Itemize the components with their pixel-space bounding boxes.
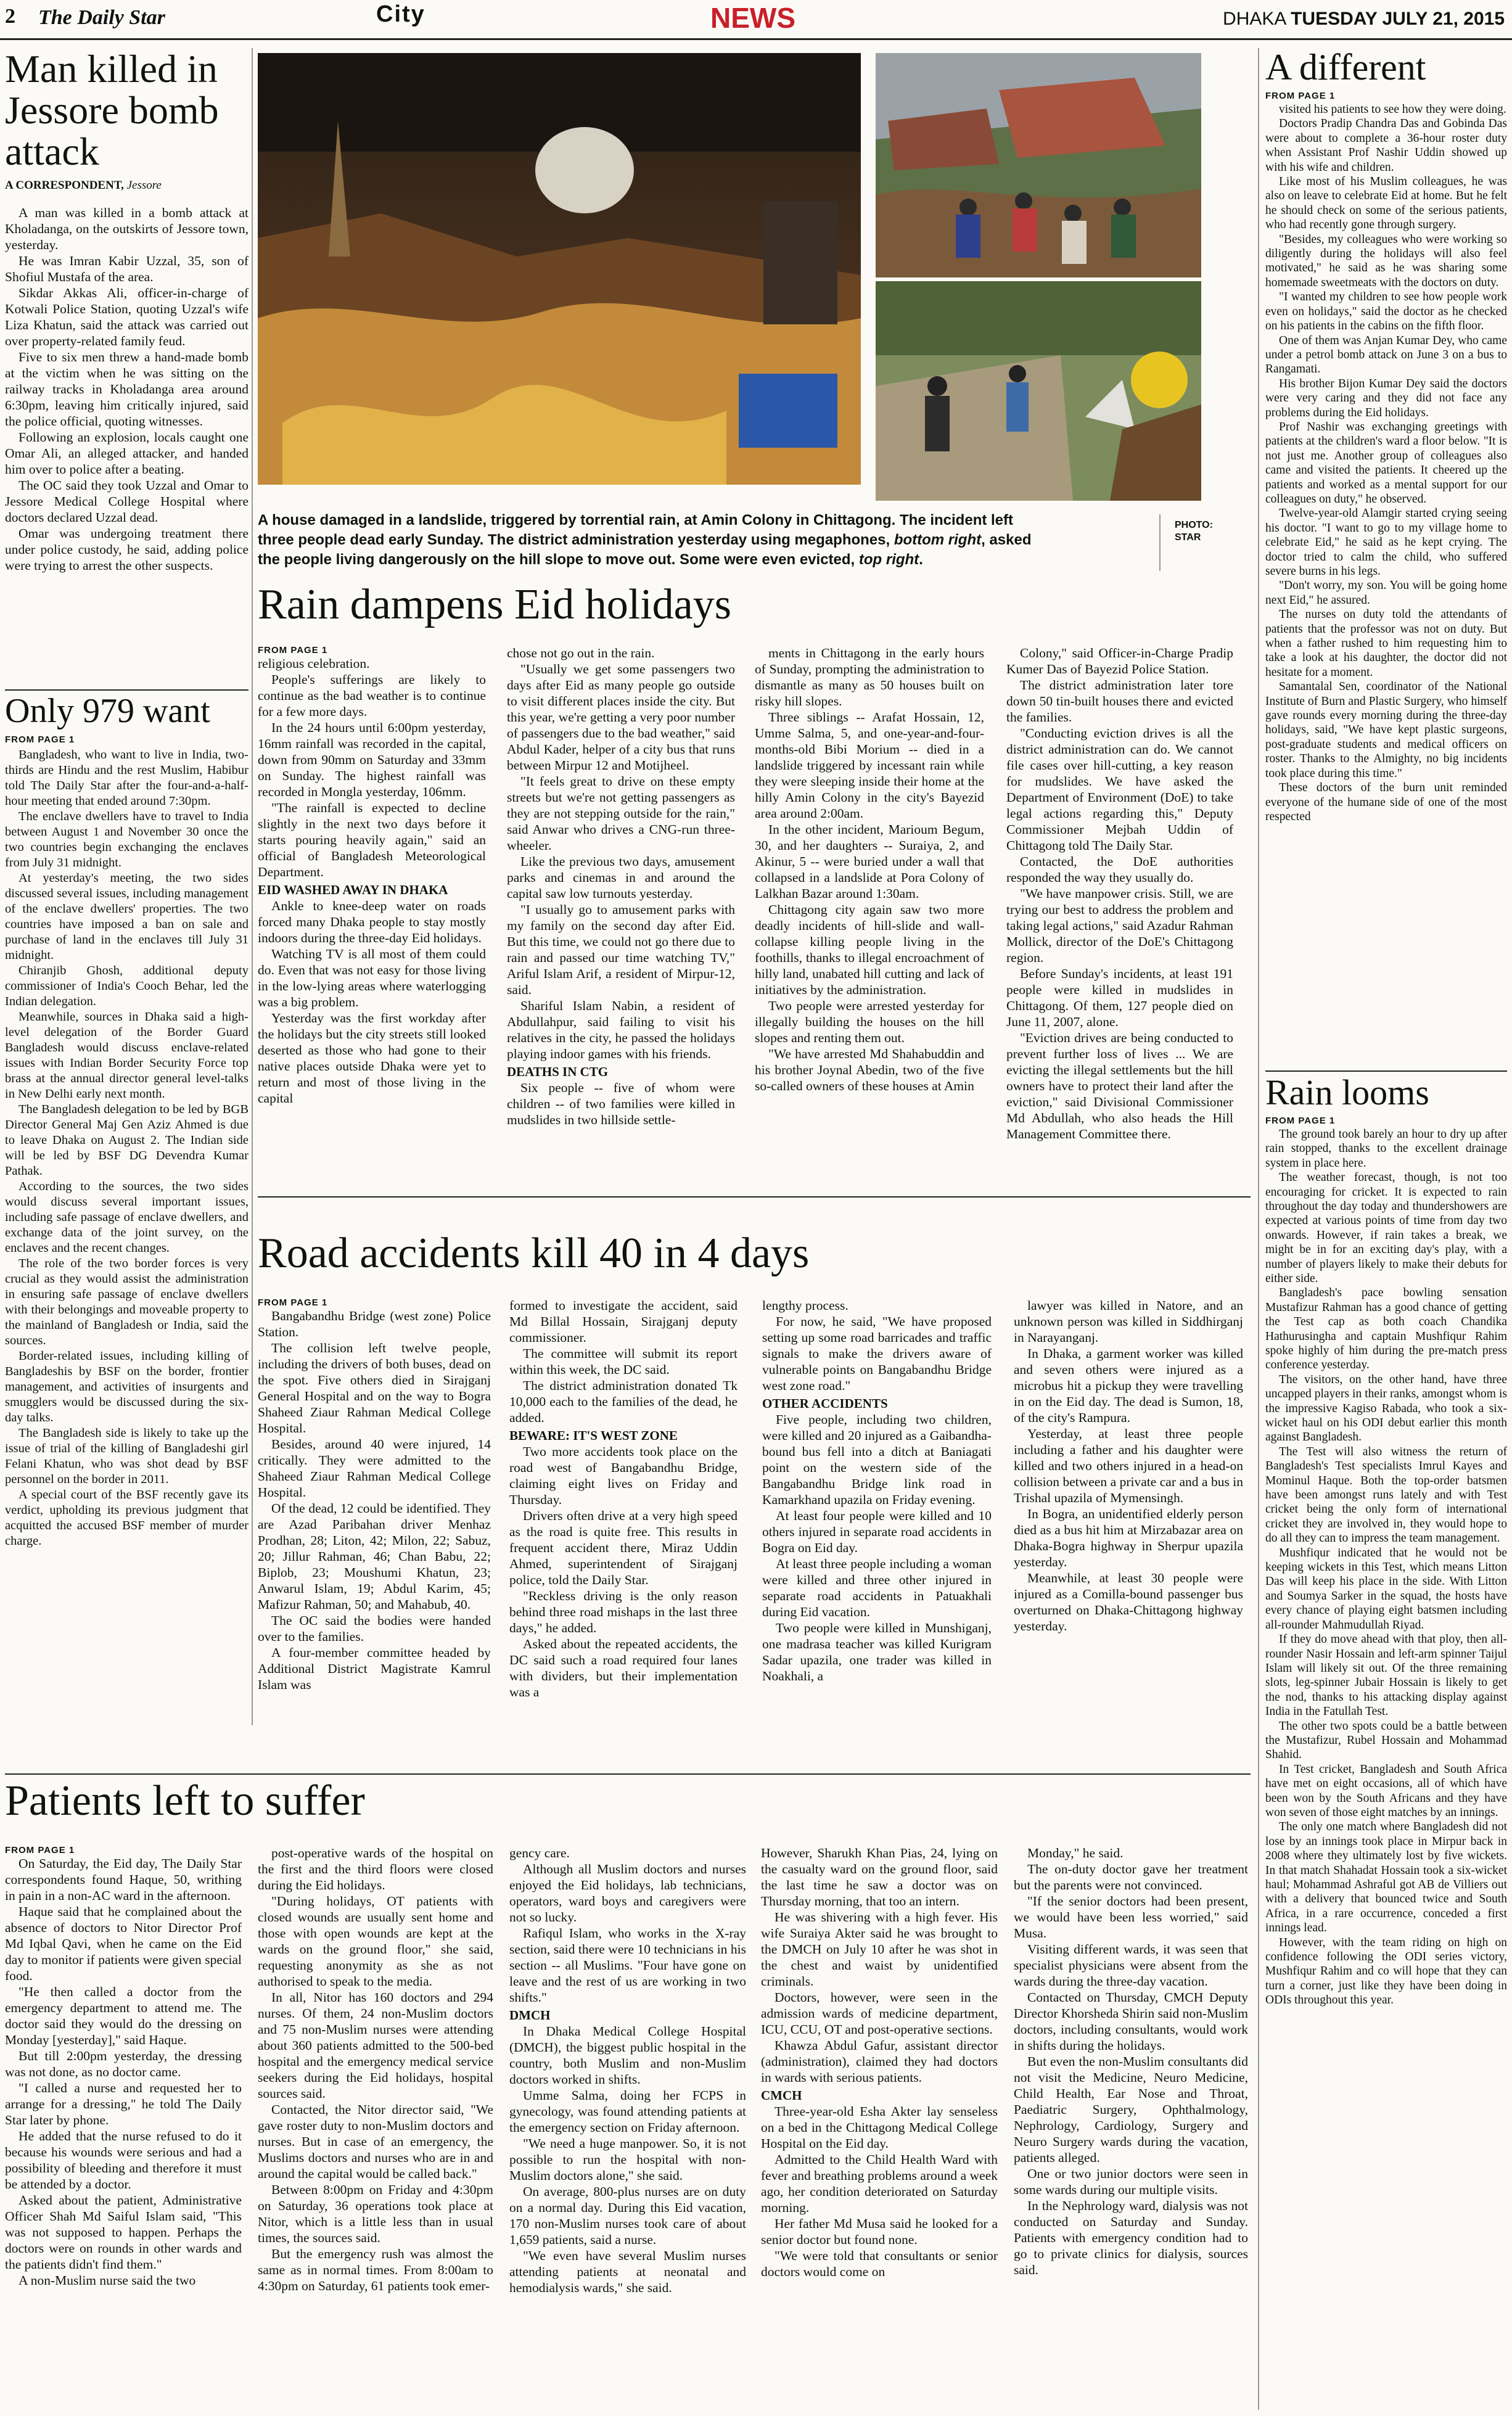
paragraph: Bangabandhu Bridge (west zone) Police Station. <box>258 1309 491 1339</box>
paragraph: Monday," he said. <box>1027 1846 1124 1860</box>
paragraph: Samantalal Sen, coordinator of the National Institute of Burn and Plastic Surgery, who himself gave rounds every morning during the three-day holidays, said, "We have kept plastic surgeons, post-graduate students and medical officers on roster. Thanks to the Almighty, no big incidents took place during this time." <box>1265 680 1507 780</box>
paragraph: Bangladesh, who want to live in India, two-thirds are Hindu and the rest Muslim, Habibur told The Daily Star after the four-and-a-half-hour meeting that ended around 7:30pm. <box>5 747 249 808</box>
paragraph: Of the dead, 12 could be identified. They are Azad Paribahan driver Menhaz Prodhan, 28; Liton, 42; Milon, 22; Sabuz, 20; Jillur Rahman, 46; Chan Babu, 22; Biplob, 23; Moushumi Khatun, 23; Anwarul Islam, 19; Abdul Karim, 45; Mafizur Rahman, 50; and Mahabub, 40. <box>258 1501 491 1612</box>
paragraph: At yesterday's meeting, the two sides discussed several issues, including management of the enclave dwellers' properties. The two countries have imposed a ban on sale and purchase of land in the enclaves till July 31 midnight. <box>5 871 249 962</box>
paragraph: Doctors, however, were seen in the admission wards of medicine department, ICU, CCU, OT and post-operative sections. <box>761 1990 998 2037</box>
column-body <box>1014 1845 1248 2406</box>
subhead: CMCH <box>761 2088 802 2103</box>
paragraph: A non-Muslim nurse said the two <box>18 2273 196 2288</box>
paragraph: Admitted to the Child Health Ward with fever and breathing problems around a week ago, her condition deteriorated on Saturday morning. <box>761 2152 998 2215</box>
paragraph: religious celebration. <box>258 656 370 671</box>
paragraph: A four-member committee headed by Additional District Magistrate Kamrul Islam was <box>258 1645 491 1692</box>
caption-rule <box>1159 514 1161 571</box>
paper-logo: The Daily Star <box>38 6 165 29</box>
paragraph: Asked about the patient, Administrative Officer Shah Md Saiful Islam said, "This was not supposed to happen. Perhaps the doctors were on rounds in other wards and the patients didn't find them." <box>5 2193 242 2272</box>
column-rule <box>1258 48 1259 2410</box>
paragraph: Mushfiqur indicated that he would not be keeping wickets in this Test, which means Litton Das will keep his place in the side. With Litton and Soumya Sarker in the squad, the hosts have every chance of playing eight batsmen including all-rounder Mahmudullah Riyad. <box>1265 1546 1507 1632</box>
paragraph: "I wanted my children to see how people work even on holidays," said the doctor as he checked on his patients in the cabins on the fifth floor. <box>1265 290 1507 333</box>
column-body <box>1014 1297 1243 1766</box>
category-label: NEWS <box>710 2 795 34</box>
subhead: OTHER ACCIDENTS <box>762 1396 888 1411</box>
paragraph: In all, Nitor has 160 doctors and 294 nurses. Of them, 24 non-Muslim doctors and 75 non-Muslim nurses were attending about 360 patients admitted to the 500-bed hospital and the emergency medical service seekers during the Eid holidays, hospital sources said. <box>258 1990 493 2101</box>
paragraph: The Test will also witness the return of Bangladesh's Test specialists Imrul Kayes and Mominul Haque. Both the top-order batsmen have been amongst runs lately and with Test cricket being the only form of international cricket they are involved in, they would hope to do all they can to impress the team management. <box>1265 1445 1507 1545</box>
paragraph: Omar was undergoing treatment there under police custody, he said, adding police were trying to arrest the other suspects. <box>5 525 249 573</box>
paragraph: Haque said that he complained about the absence of doctors to Nitor Director Prof Md Iqbal Qavi, when he came on the Eid day to monitor if patients were given special food. <box>5 1904 242 1983</box>
paragraph: Chittagong city again saw two more deadly incidents of hill-slide and wall-collapse killing people living in the foothills, thanks to illegal encroachment of hilly land, unabated hill cutting and lack of initiatives by the administration. <box>755 902 984 997</box>
paragraph: A special court of the BSF recently gave its verdict, upholding its previous judgment that acquitted the accused BSF member of murder charge. <box>5 1487 249 1548</box>
column-body <box>762 1297 992 1766</box>
paragraph: People's sufferings are likely to continue as the bad weather is to continue for a few more days. <box>258 672 486 719</box>
article-only-979 <box>5 693 249 1765</box>
paragraph: Drivers often drive at a very high speed as the road is quite free. This results in frequent accident there, Miraz Uddin Ahmed, superintendent of Sirajganj police, told the Daily Star. <box>509 1508 738 1587</box>
headline: Only 979 want <box>5 692 210 730</box>
paragraph: But the emergency rush was almost the same as in normal times. From 8:00am to 4:30pm on Saturday, 61 patients took emer- <box>258 2246 493 2293</box>
from-page: FROM PAGE 1 <box>5 734 75 745</box>
paragraph: Shariful Islam Nabin, a resident of Abdullahpur, said failing to visit his relatives in the city, he passed the holidays playing indoor games with his friends. <box>507 998 735 1061</box>
from-page: FROM PAGE 1 <box>5 1845 75 1855</box>
paragraph: Her father Md Musa said he looked for a senior doctor but found none. <box>761 2216 998 2247</box>
paragraph: In the 24 hours until 6:00pm yesterday, 16mm rainfall was recorded in the capital, down from 90mm on Saturday and 33mm on Sunday. The highest rainfall was recorded in Mongla yesterday, 106mm. <box>258 720 486 799</box>
paragraph: "We need a huge manpower. So, it is not possible to run the hospital with non-Muslim doctors alone," she said. <box>509 2136 746 2183</box>
paragraph: Contacted on Thursday, CMCH Deputy Director Khorsheda Shirin said non-Muslim doctors, including consultants, would work in shifts during the holidays. <box>1014 1990 1248 2053</box>
paragraph: The Bangladesh delegation to be led by BGB Director General Maj Gen Aziz Ahmed is due to leave Dhaka on August 2. The Indian side will be led by BSF DG Devendra Kumar Pathak. <box>5 1102 249 1178</box>
paragraph: Yesterday was the first workday after the holidays but the city streets still looked deserted as those who had gone to their native places outside Dhaka were yet to return and most of those living in the capital <box>258 1011 486 1106</box>
article-body <box>5 205 249 664</box>
article-body <box>5 747 249 1765</box>
paragraph: Meanwhile, at least 30 people were injured as a Comilla-bound passenger bus overturned on Dhaka-Chittagong highway yesterday. <box>1014 1571 1243 1633</box>
paragraph: chose not go out in the rain. <box>507 646 655 660</box>
paragraph: Following an explosion, locals caught one Omar Ali, an alleged attacker, and handed him over to police after a beating. <box>5 429 249 477</box>
paragraph: The collision left twelve people, including the drivers of both buses, dead on the spot. Five others died in Sirajganj General Hospital and on the way to Bogra Shaheed Ziaur Rahman Medical College Hospital. <box>258 1341 491 1436</box>
paragraph: "I usually go to amusement parks with my family on the second day after Eid. But this time, we could not go there due to rain and passed our time watching TV," Ariful Islam Arif, a resident of Mirpur-12, said. <box>507 902 735 997</box>
column-body <box>258 1308 491 1768</box>
subhead: DEATHS IN CTG <box>507 1064 609 1079</box>
from-page: FROM PAGE 1 <box>1265 1115 1336 1126</box>
paragraph: His brother Bijon Kumar Dey said the doctors were very caring and they did not face any problems during the Eid holidays. <box>1265 377 1507 419</box>
paragraph: Umme Salma, doing her FCPS in gynecology, was found attending patients at the emergency section on Friday afternoon. <box>509 2088 746 2135</box>
road-col-2 <box>509 1297 738 1766</box>
from-page: FROM PAGE 1 <box>258 645 328 655</box>
paragraph: On average, 800-plus nurses are on duty on a normal day. During this Eid vacation, 170 non-Muslim nurses took care of about 1,659 patients, said a nurse. <box>509 2184 746 2247</box>
section-label: City <box>376 1 425 27</box>
paragraph: The other two spots could be a battle between the Mustafizur, Rubel Hossain and Mohammad Shahid. <box>1265 1719 1507 1762</box>
paragraph: formed to investigate the accident, said Md Billal Hossain, Sirajganj deputy commissioner. <box>509 1298 738 1345</box>
paragraph: Although all Muslim doctors and nurses enjoyed the Eid holidays, lab technicians, operators, ward boys and caregivers were not so lucky. <box>509 1862 746 1925</box>
paragraph: post-operative wards of the hospital on the first and the third floors were closed during the Eid holidays. <box>258 1846 493 1892</box>
paragraph: Rafiqul Islam, who works in the X-ray section, said there were 10 technicians in his section -- all Muslims. "Four have gone on leave and the rest of us are working in two shifts." <box>509 1926 746 2005</box>
paragraph: The visitors, on the other hand, have three uncapped players in their ranks, amongst whom is the impressive Kagiso Rabada, who took a six-wicket haul on his ODI debut earlier this month against Bangladesh. <box>1265 1373 1507 1444</box>
paragraph: In Dhaka Medical College Hospital (DMCH), the biggest public hospital in the country, both Muslim and non-Muslim doctors worked in shifts. <box>509 2024 746 2087</box>
column-body <box>755 645 984 1188</box>
column-body <box>507 645 735 1181</box>
paragraph: On Saturday, the Eid day, The Daily Star correspondents found Haque, 50, writhing in pain in a non-AC ward in the afternoon. <box>5 1856 242 1903</box>
paragraph: Meanwhile, sources in Dhaka said a high-level delegation of the Border Guard Bangladesh would discuss enclave-related issues with Indian Border Security Force top brass at the annual director general level-talks in New Delhi early next month. <box>5 1009 249 1101</box>
paragraph: Border-related issues, including killing of Bangladeshis by BSF on the border, frontier management, and activities of insurgents and smugglers would be discussed during the six-day talks. <box>5 1349 249 1424</box>
paragraph: One of them was Anjan Kumar Dey, who came under a petrol bomb attack on June 3 on a bus to Rangamati. <box>1265 334 1507 376</box>
column-body <box>258 655 486 1186</box>
paragraph: Bangladesh's pace bowling sensation Mustafizur Rahman has a good chance of getting the Test cap as both coach Chandika Hathurusingha and captain Mushfiqur Rahim spoke highly of him during the pre-match press conference yesterday. <box>1265 1286 1507 1372</box>
paragraph: If they do move ahead with that ploy, then all-rounder Nasir Hossain and left-arm spinner Taijul Islam will likely sit out. Of the three remaining slots, leg-spinner Jubair Hossain is likely to get the nod, thanks to his attacking display against India in the Fatullah Test. <box>1265 1633 1507 1719</box>
paragraph: A man was killed in a bomb attack at Kholadanga, on the outskirts of Jessore town, yesterday. <box>5 205 249 252</box>
patients-col-4 <box>761 1845 998 2406</box>
paragraph: "Besides, my colleagues who were working so diligently during the holidays will also feel motivated," he said as he was sharing some homemade sweetmeats with the doctors on duty. <box>1265 232 1507 289</box>
paragraph: "It feels great to drive on these empty streets but we're not getting passengers as they are not stepping outside for the rain," said Anwar who drives a CNG-run three-wheeler. <box>507 774 735 853</box>
paragraph: ments in Chittagong in the early hours of Sunday, prompting the administration to dismantle as many as 50 houses built on risky hill slopes. <box>755 646 984 709</box>
photo-credit: PHOTO: STAR <box>1175 520 1213 543</box>
masthead <box>0 0 1512 38</box>
eviction-crowd-image <box>876 53 1201 277</box>
paragraph: Two people were killed in Munshiganj, one madrasa teacher was killed Kurigram Sadar upazila, one trader was killed in Noakhali, a <box>762 1621 992 1683</box>
paragraph: "I called a nurse and requested her to arrange for a dressing," he told The Daily Star later by phone. <box>5 2081 242 2127</box>
paragraph: Doctors Pradip Chandra Das and Gobinda Das were about to complete a 36-hour roster duty when Assistant Prof Nashir Uddin showed up with his wife and children. <box>1265 117 1507 174</box>
paragraph: In Test cricket, Bangladesh and South Africa have met on eight occasions, all of which have been won by the South Africans and they have won seven of those eight matches by an innings. <box>1265 1762 1507 1819</box>
paragraph: Five to six men threw a hand-made bomb at the victim when he was sitting on the railway tracks in Kholadanga area around 6:30pm, leaving him critically injured, said the police official, quoting witnesses. <box>5 349 249 429</box>
paragraph: These doctors of the burn unit reminded everyone of the humane side of one of the most respected <box>1265 781 1507 823</box>
patients-col-1 <box>5 1845 242 2410</box>
paragraph: Six people -- five of whom were children -- of two families were killed in mudslides in two hillside settle- <box>507 1080 735 1127</box>
paragraph: Watching TV is all most of them could do. Even that was not easy for those living in the low-lying areas where waterlogging was a big problem. <box>258 947 486 1009</box>
subhead: EID WASHED AWAY IN DHAKA <box>258 882 448 897</box>
landslide-house-image <box>258 53 861 485</box>
paragraph: "We have manpower crisis. Still, we are trying our best to address the problem and taking legal actions," said Azadur Rahman Mollick, director of the DoE's Chittagong region. <box>1006 886 1233 965</box>
paragraph: Like the previous two days, amusement parks and cinemas in and around the capital saw low turnouts yesterday. <box>507 854 735 901</box>
column-body <box>509 1297 738 1766</box>
paragraph: However, with the team riding on high on confidence following the ODI series victory, Mushfiqur Rahim and co will hope that they can turn a corner, just like they have been doing in ODIs throughout this year. <box>1265 1936 1507 2007</box>
paragraph: Twelve-year-old Alamgir started crying seeing his doctor. "I want to go to my village home to celebrate Eid," he said as he kept crying. The doctor tried to calm the child, who suffered severe burns in his legs. <box>1265 507 1507 578</box>
paragraph: Besides, around 40 were injured, 14 critically. They were admitted to the Shaheed Ziaur Rahman Medical College Hospital. <box>258 1437 491 1500</box>
patients-col-2 <box>258 1845 493 2406</box>
paragraph: In the Nephrology ward, dialysis was not conducted on Saturday and Sunday. Patients with emergency condition had to go to private clinics for dialysis, sources said. <box>1014 2198 1248 2277</box>
paragraph: He was Imran Kabir Uzzal, 35, son of Shofiul Mustafa of the area. <box>5 253 249 284</box>
divider <box>5 689 249 691</box>
headline-patients: Patients left to suffer <box>5 1777 365 1825</box>
paragraph: The ground took barely an hour to dry up after rain stopped, thanks to the excellent drainage system in place here. <box>1265 1127 1507 1170</box>
subhead: BEWARE: IT'S WEST ZONE <box>509 1428 678 1443</box>
paragraph: Two more accidents took place on the road west of Bangabandhu Bridge, claiming eight lives on Friday and Thursday. <box>509 1444 738 1507</box>
rain-col-3 <box>755 645 984 1188</box>
paragraph: Sikdar Akkas Ali, officer-in-charge of Kotwali Police Station, quoting Uzzal's wife Liza Khatun, said the attack was carried out over property-related family feud. <box>5 285 249 348</box>
article-a-different <box>1265 48 1507 1089</box>
photo-landslide-house <box>258 53 861 485</box>
paragraph: lengthy process. <box>762 1298 848 1313</box>
dateline: DHAKA TUESDAY JULY 21, 2015 <box>1223 9 1505 29</box>
divider <box>5 1773 1251 1775</box>
paragraph: Two people were arrested yesterday for illegally building the houses on the hill slopes and renting them out. <box>755 998 984 1045</box>
paragraph: lawyer was killed in Natore, and an unknown person was killed in Siddhirganj in Narayanganj. <box>1014 1298 1243 1345</box>
photo-caption: A house damaged in a landslide, triggered by torrential rain, at Amin Colony in Chittagong. The incident left three people dead early Sunday. The district administration yesterday using megaphones, bottom right, asked the people living dangerously on the hill slope to move out. Some were even evicted, top right. <box>258 512 1032 568</box>
paragraph: The district administration later tore down 50 tin-built houses there and evicted the families. <box>1006 678 1233 725</box>
headline: A different <box>1265 47 1426 88</box>
paragraph: "Reckless driving is the only reason behind three road mishaps in the last three days," he added. <box>509 1588 738 1635</box>
paragraph: "Usually we get some passengers two days after Eid as many people go outside to visit different places inside the city. But this year, we're getting a very poor number of passengers due to the bad weather," said Abdul Kader, helper of a city bus that runs between Mirpur 12 and Motijheel. <box>507 662 735 773</box>
paragraph: "We have arrested Md Shahabuddin and his brother Joynal Abedin, two of the five so-called owners of these houses at Amin <box>755 1046 984 1093</box>
page-number: 2 <box>5 5 15 28</box>
paragraph: The OC said the bodies were handed over to the families. <box>258 1613 491 1644</box>
megaphone-image <box>876 281 1201 501</box>
paragraph: In the other incident, Marioum Begum, 30, and her daughters -- Suraiya, 2, and Akinur, 5 -- were buried under a wall that collapsed in a landslide at Pora Colony of Lalkhan Bazar around 1:30am. <box>755 822 984 901</box>
divider <box>1265 1070 1507 1072</box>
headline-rain: Rain dampens Eid holidays <box>258 581 731 628</box>
paragraph: Yesterday, at least three people including a father and his daughter were killed and two others injured in a head-on collision between a private car and a bus in Trishal upazila of Mymensingh. <box>1014 1426 1243 1505</box>
paragraph: Between 8:00pm on Friday and 4:30pm on Saturday, 36 operations took place at Nitor, which is a little less than in usual times, the sources said. <box>258 2182 493 2245</box>
paragraph: "Don't worry, my son. You will be going home next Eid," he assured. <box>1265 579 1507 607</box>
paragraph: He added that the nurse refused to do it because his wounds were serious and had a possibility of bleeding and therefore it must be attended by a doctor. <box>5 2129 242 2192</box>
rain-col-1 <box>258 645 486 1186</box>
paragraph: The enclave dwellers have to travel to India between August 1 and November 30 once the two countries begin exchanging the enclaves from July 31 midnight. <box>5 809 249 869</box>
column-body <box>5 1855 242 2410</box>
paragraph: Contacted, the DoE authorities responded the way they usually do. <box>1006 854 1233 885</box>
rain-col-2 <box>507 645 735 1181</box>
paragraph: Colony," said Officer-in-Charge Pradip Kumer Das of Bayezid Police Station. <box>1006 646 1233 676</box>
paragraph: According to the sources, the two sides would discuss several important issues, including safe passage of enclave dwellers, and exchange data of the joint survey, on the enclaves and the recent changes. <box>5 1179 249 1255</box>
column-body <box>509 1845 746 2406</box>
patients-col-3 <box>509 1845 746 2406</box>
photo-caption-row <box>258 511 1195 570</box>
paragraph: Before Sunday's incidents, at least 191 people were killed in mudslides in Chittagong. Of them, 127 people died on June 11, 2007, alone. <box>1006 966 1233 1029</box>
paragraph: One or two junior doctors were seen in some wards during our multiple visits. <box>1014 2166 1248 2197</box>
road-col-1 <box>258 1297 491 1768</box>
paragraph: visited his patients to see how they were doing. <box>1279 103 1506 116</box>
rain-col-4 <box>1006 645 1233 1188</box>
paragraph: The weather forecast, though, is not too encouraging for cricket. It is expected to rain throughout the day today and thundershowers are expected at various points of time from day two onwards. However, if rain takes a break, we might be in for an exciting day's play, with a number of players likely to make their debuts for either side. <box>1265 1171 1507 1285</box>
paragraph: The OC said they took Uzzal and Omar to Jessore Medical College Hospital where doctors declared Uzzal dead. <box>5 477 249 525</box>
paragraph: Like most of his Muslim colleagues, he was also on leave to celebrate Eid at home. But he felt he should check on some of the serious patients, who had recently gone through surgery. <box>1265 175 1507 232</box>
subhead: DMCH <box>509 2008 551 2023</box>
paragraph: "Conducting eviction drives is all the district administration can do. We cannot file cases over hill-cutting, a key reason for mudslides. We have asked the Department of Environment (DoE) to take legal actions regarding this," Deputy Commissioner Mejbah Uddin of Chittagong told The Daily Star. <box>1006 726 1233 853</box>
masthead-rule <box>0 38 1512 40</box>
paragraph: Three siblings -- Arafat Hossain, 12, Umme Salma, 5, and one-year-and-four-months-old Bibi Morium -- died in a landslide triggered by incessant rain while they were sleeping inside their home at the hilly Amin Colony in the city's Bayezid area around 2:00am. <box>755 710 984 821</box>
paragraph: In Bogra, an unidentified elderly person died as a bus hit him at Mirzabazar area on Dhaka-Bogra highway in Sherpur upazila yesterday. <box>1014 1506 1243 1569</box>
column-body <box>258 1845 493 2406</box>
paragraph: For now, he said, "We have proposed setting up some road barricades and traffic signals to make the drivers aware of vulnerable points on Bangabandhu Bridge west zone road." <box>762 1314 992 1393</box>
article-jessore <box>5 48 249 664</box>
paragraph: At least four people were killed and 10 others injured in separate road accidents in Bogra on Eid day. <box>762 1508 992 1555</box>
paragraph: "If the senior doctors had been present, we would have been less worried," said Musa. <box>1014 1894 1248 1941</box>
photo-eviction-crowd <box>876 53 1201 277</box>
photo-megaphone <box>876 281 1201 501</box>
from-page: FROM PAGE 1 <box>258 1297 328 1308</box>
paragraph: The nurses on duty told the attendants of patients that the professor was not on duty. But when a father rushed to him requesting him to take a look at his daughter, the doctor did not hesitate for a moment. <box>1265 608 1507 679</box>
paragraph: However, Sharukh Khan Pias, 24, lying on the casualty ward on the ground floor, said the last time he saw a doctor was on Thursday morning, that too an intern. <box>761 1846 998 1909</box>
paragraph: At least three people including a woman were killed and three other injured in separate road accidents in Patuakhali during Eid vacation. <box>762 1556 992 1619</box>
paragraph: The district administration donated Tk 10,000 each to the families of the dead, he added. <box>509 1378 738 1425</box>
column-rule <box>252 48 253 1725</box>
patients-col-5 <box>1014 1845 1248 2406</box>
paragraph: The committee will submit its report within this week, the DC said. <box>509 1346 738 1377</box>
paragraph: gency care. <box>509 1846 570 1860</box>
paragraph: "We were told that consultants or senior doctors would come on <box>761 2248 998 2279</box>
paragraph: Prof Nashir was exchanging greetings with patients at the children's ward a floor below. "It is not just me. Another group of colleagues also came and visited the patients. It cheered up the patients and worked as a mental support for our colleagues on duty," he observed. <box>1265 420 1507 506</box>
paragraph: The Bangladesh side is likely to take up the issue of trial of the killing of Bangladeshi girl Felani Khatun, who was shot dead by BSF personnel on the border in 2011. <box>5 1426 249 1486</box>
paragraph: "The rainfall is expected to decline slightly in the next two days before it starts pouring heavily again," said an official of Bangladesh Meteorological Department. <box>258 800 486 879</box>
paragraph: The on-duty doctor gave her treatment but the parents were not convinced. <box>1014 1862 1248 1892</box>
article-body <box>1265 1127 1507 2416</box>
column-body <box>1006 645 1233 1188</box>
column-body <box>761 1845 998 2406</box>
paragraph: Ankle to knee-deep water on roads forced many Dhaka people to stay mostly indoors during the three-day Eid holidays. <box>258 898 486 945</box>
paragraph: "During holidays, OT patients with closed wounds are usually sent home and those with open wounds are kept at the wards on the ground floor," she said, requesting anonymity as she as not authorised to speak to the media. <box>258 1894 493 1989</box>
paragraph: Contacted, the Nitor director said, "We gave roster duty to non-Muslim doctors and nurses. But in case of an emergency, the Muslims doctors and nurses who are in and around the capital would be called back." <box>258 2102 493 2181</box>
road-col-3 <box>762 1297 992 1766</box>
paragraph: But till 2:00pm yesterday, the dressing was not done, as no doctor came. <box>5 2048 242 2079</box>
divider <box>258 1196 1251 1198</box>
article-body <box>1265 102 1507 1089</box>
paragraph: Khawza Abdul Gafur, assistant director (administration), claimed they had doctors in wards with serious patients. <box>761 2038 998 2085</box>
paragraph: Visiting different wards, it was seen that specialist physicians were absent from the wards during the three-day vacation. <box>1014 1942 1248 1989</box>
paragraph: "We even have several Muslim nurses attending patients at neonatal and hemodialysis wards," she said. <box>509 2248 746 2295</box>
paragraph: "Eviction drives are being conducted to prevent further loss of lives ... We are evicting the illegal settlements but the hill owners have to protect their land after the eviction," said Divisional Commissioner Md Abdullah, who also heads the Hill Management Committee there. <box>1006 1030 1233 1141</box>
paragraph: Three-year-old Esha Akter lay senseless on a bed in the Chittagong Medical College Hospital on the Eid day. <box>761 2104 998 2151</box>
headline-road: Road accidents kill 40 in 4 days <box>258 1230 810 1277</box>
paragraph: But even the non-Muslim consultants did not visit the Medicine, Neuro Medicine, Child Health, Ear Nose and Throat, Paediatric Surgery, Ophthalmology, Nephrology, Cardiology, Surgery and Neuro Surgery wards during the vacation, patients alleged. <box>1014 2054 1248 2165</box>
paragraph: Five people, including two children, were killed and 20 injured as a Gaibandha-bound bus fell into a ditch at Baniagati point on the western side of the Bangabandhu Bridge link road in Kamarkhand upazila on Friday evening. <box>762 1412 992 1507</box>
paragraph: "He then called a doctor from the emergency department to attend me. The doctor said they would do the dressing on Monday [yesterday]," said Haque. <box>5 1984 242 2047</box>
article-rain-looms <box>1265 1074 1507 2416</box>
from-page: FROM PAGE 1 <box>1265 91 1336 101</box>
headline: Rain looms <box>1265 1072 1429 1112</box>
paragraph: In Dhaka, a garment worker was killed and seven others were injured as a microbus hit a pickup they were travelling in on the Eid day. The dead is Sumon, 18, of the city's Rampura. <box>1014 1346 1243 1425</box>
byline: A CORRESPONDENT, Jessore <box>5 178 162 192</box>
paragraph: He was shivering with a high fever. His wife Suraiya Akter said he was brought to the DMCH on July 10 after he was shot in the chest and waist by unidentified criminals. <box>761 1910 998 1989</box>
paragraph: Chiranjib Ghosh, additional deputy commissioner of India's Cooch Behar, led the Indian delegation. <box>5 963 249 1008</box>
paragraph: The only one match where Bangladesh did not lose by an innings took place in Mirpur back in 2008 where they ultimately lost by five wickets. In that match Shahadat Hossain took a six-wicket haul; Mohammad Ashraful got AB de Villiers out with a delivery that bounced twice and South Africa, in a rare occurrence, conceded a first innings lead. <box>1265 1820 1507 1935</box>
paragraph: Asked about the repeated accidents, the DC said such a road required four lanes with dividers, but their implementation was a <box>509 1637 738 1699</box>
paragraph: The role of the two border forces is very crucial as they would assist the administration in ensuring safe passage of enclave dwellers with their belongings and moveable property to the mainland of Bangladesh or India, said the sources. <box>5 1256 249 1347</box>
headline: Man killed in Jessore bomb attack <box>5 47 219 174</box>
road-col-4 <box>1014 1297 1243 1766</box>
